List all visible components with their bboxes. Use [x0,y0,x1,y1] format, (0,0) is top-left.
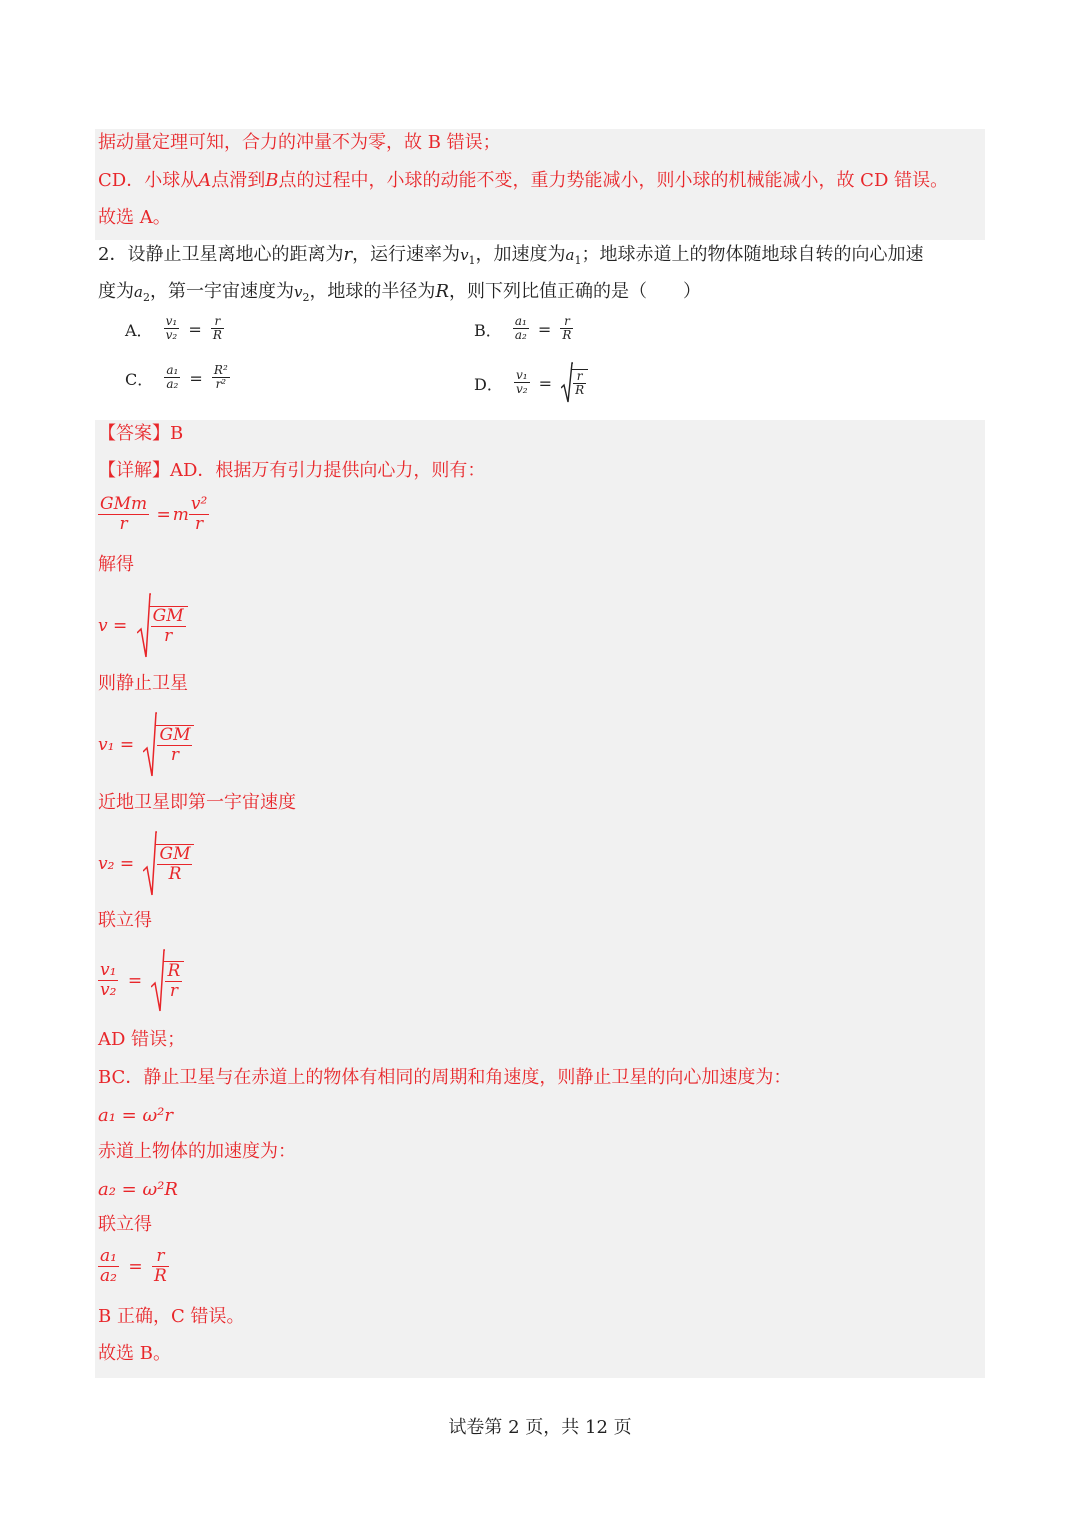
combine-line-1: 联立得 [98,910,152,931]
eq3-lhs: v₁ = [98,735,135,755]
equals-sign: = [188,319,202,339]
option-b-rhs-fraction: $\frac{r}{R}$ [562,314,572,343]
option-b-lhs-fraction: $\frac{\text{a₁}}{\text{a₂}}$ [514,314,527,343]
eq2-lhs: v = [98,616,128,636]
point-a: A [198,170,212,191]
solution-block [95,420,985,1378]
eq1-lhs-fraction: $\frac{\text{GMm}}{r}$ [100,494,148,534]
eq5-lhs-fraction: $\frac{\text{v₁}}{\text{v₂}}$ [100,960,117,1001]
equation-v2 [98,831,194,897]
q-var-a1: $a_1$ [565,246,582,267]
question-line-2 [98,280,701,310]
q-var-a2: $a_2$ [134,283,150,304]
eq4-lhs: v₂ = [98,854,135,874]
eq2-sqrt: $\frac{GM}{r}$ [137,593,188,659]
option-c-rhs-fraction: $\frac{\text{R²}}{\text{r²}}$ [213,363,228,392]
eq8-lhs-fraction: $\frac{\text{a₁}}{\text{a₂}}$ [100,1246,117,1286]
b-right-line: B 正确，C 错误。 [98,1306,245,1327]
static-satellite-line: 则静止卫星 [98,673,188,694]
page-footer: 试卷第 2 页，共 12 页 [448,1417,632,1438]
q-text-8: ，则下列比值正确的是（ ） [449,281,701,302]
point-b: B [265,170,279,191]
option-a-lhs-fraction: $\frac{\text{v₁}}{\text{v₂}}$ [165,314,178,343]
answer-line: 【答案】B [98,423,184,444]
equation-v-ratio [98,949,184,1013]
eq1-rhs-fraction: $\frac{\text{v²}}{r}$ [190,494,208,534]
equals-sign: = [538,373,553,393]
prev-cd-text: CD．小球从 [98,170,199,191]
option-d[interactable] [474,362,588,404]
q-text-6: ，第一宇宙速度为 [149,281,294,302]
equals-sign: = [128,1256,143,1277]
q-text-3: ，加速度为 [475,244,566,265]
equation-v [98,593,188,659]
equation-a1: a₁ = ω²r [98,1105,173,1126]
option-a-label: A． [125,320,153,340]
bc-intro-line: BC．静止卫星与在赤道上的物体有相同的周期和角速度，则静止卫星的向心加速度为： [98,1067,792,1088]
prev-solution-line-3: 故选 A。 [98,207,171,228]
equals-sign: = [189,368,203,388]
equation-gravity [98,495,209,534]
equation-a-ratio [98,1247,169,1286]
q-text-7: ，地球的半径为 [309,281,436,302]
jiede-line: 解得 [98,554,134,575]
equation-v1 [98,712,194,778]
option-a-rhs-fraction: $\frac{r}{R}$ [212,314,222,343]
option-c[interactable] [125,364,230,392]
equals-sign: = [127,971,143,991]
detail-intro: 【详解】AD．根据万有引力提供向心力，则有： [98,460,486,481]
eq8-rhs-fraction: $\frac{r}{R}$ [154,1246,167,1286]
prev-solution-line-1: 据动量定理可知，合力的冲量不为零，故 B 错误； [98,132,501,153]
q-var-r: r [343,244,353,265]
q-var-v2: $v_2$ [293,283,310,304]
prev-cd-text-3: 点的过程中，小球的动能不变，重力势能减小，则小球的机械能减小，故 CD 错误。 [278,170,949,191]
q-text-2: ，运行速率为 [352,244,461,265]
q-var-R: R [435,281,449,302]
eq5-sqrt: $\frac{R}{r}$ [151,949,184,1013]
combine-line-2: 联立得 [98,1214,152,1235]
q-text-4: ；地球赤道上的物体随地球自转的向心加速 [581,244,924,265]
near-earth-line: 近地卫星即第一宇宙速度 [98,792,296,813]
eq3-sqrt: $\frac{GM}{r}$ [143,712,194,778]
prev-solution-line-2 [98,169,948,193]
q-text-1: 2．设静止卫星离地心的距离为 [98,244,344,265]
option-b-label: B． [474,320,502,340]
choose-line: 故选 B。 [98,1343,171,1364]
q-var-v1: $v_1$ [460,246,476,267]
equals-sign: = [156,504,171,525]
option-b[interactable] [474,315,573,343]
equation-a2: a₂ = ω²R [98,1179,178,1200]
eq4-sqrt: $\frac{GM}{R}$ [143,831,194,897]
equator-line: 赤道上物体的加速度为： [98,1141,296,1162]
eq1-mass: m [172,504,189,525]
prev-cd-text-2: 点滑到 [211,170,266,191]
option-d-lhs-fraction: $\frac{\text{v₁}}{\text{v₂}}$ [515,368,528,397]
option-c-label: C． [125,369,154,389]
option-d-label: D． [474,374,503,394]
equals-sign: = [537,319,552,339]
option-a[interactable] [125,315,224,343]
question-line-1 [98,243,924,273]
option-d-sqrt: $\frac{r}{R}$ [561,362,588,404]
q-text-5: 度为 [98,281,134,302]
ad-wrong-line: AD 错误； [98,1029,186,1050]
option-c-lhs-fraction: $\frac{\text{a₁}}{\text{a₂}}$ [166,363,179,392]
